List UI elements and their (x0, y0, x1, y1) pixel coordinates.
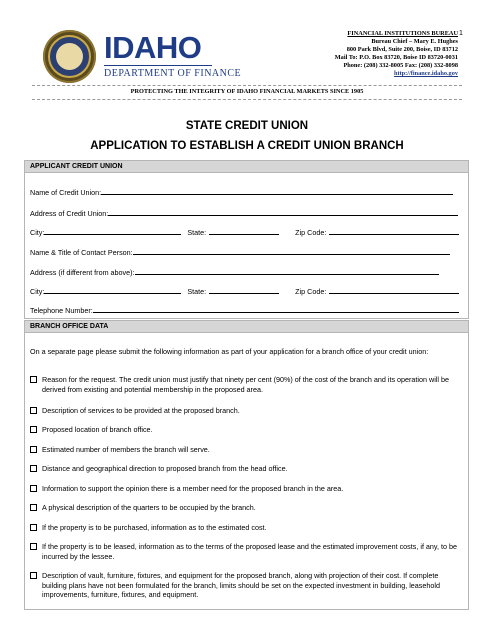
branch-header: BRANCH OFFICE DATA (25, 321, 468, 333)
checkbox[interactable] (30, 407, 37, 414)
motto-divider (32, 99, 462, 100)
state-label: State: (187, 228, 207, 237)
contact-field[interactable] (133, 247, 450, 255)
zip-label: Zip Code: (295, 228, 327, 237)
city2-row (30, 286, 459, 296)
phone-label: Telephone Number: (30, 306, 93, 315)
header-divider (32, 85, 462, 86)
contact-row (30, 247, 450, 257)
state2-label: State: (187, 287, 207, 296)
address-field[interactable] (108, 208, 458, 216)
state2-field[interactable] (209, 286, 279, 294)
list-item: Description of services to be provided at the proposed branch. (30, 406, 462, 416)
phone-field[interactable] (93, 305, 459, 313)
list-item: A physical description of the quarters to be occupied by the branch. (30, 503, 462, 513)
contact-label: Name & Title of Contact Person: (30, 248, 133, 257)
website-link[interactable]: http://finance.idaho.gov (393, 70, 458, 78)
city2-label: City: (30, 287, 45, 296)
bureau-name: FINANCIAL INSTITUTIONS BUREAU (347, 30, 458, 37)
checkbox[interactable] (30, 446, 37, 453)
zip-field[interactable] (329, 227, 459, 235)
branch-intro: On a separate page please submit the following information as part of your application for a branch office of your credit union: (30, 347, 429, 356)
name-row (30, 187, 453, 197)
list-item: If the property is to be leased, information as to the terms of the proposed lease and the estimated improvement costs, if any, to be incurred by the lessee. (30, 542, 462, 561)
branch-section (24, 320, 469, 610)
contact-block (238, 30, 458, 79)
applicant-header: APPLICANT CREDIT UNION (25, 161, 468, 173)
checkbox[interactable] (30, 465, 37, 472)
address2-row (30, 267, 439, 277)
list-item: Proposed location of branch office. (30, 425, 462, 435)
list-item: Distance and geographical direction to proposed branch from the head office. (30, 464, 462, 474)
phone-fax: Phone: (208) 332-8005 Fax: (208) 332-8098 (343, 62, 458, 70)
address2-field[interactable] (135, 267, 439, 275)
state-seal-logo (43, 30, 96, 83)
address-row (30, 208, 458, 218)
list-item: Reason for the request. The credit union must justify that ninety per cent (90%) of the cost of the branch and its operation will be derived from existing and potential membership in the proposed area. (30, 375, 462, 394)
seal-center (56, 43, 83, 70)
logo-subtitle: DEPARTMENT OF FINANCE (104, 68, 242, 79)
checkbox[interactable] (30, 426, 37, 433)
bureau-chief: Bureau Chief – Mary E. Hughes (371, 38, 458, 46)
name-label: Name of Credit Union: (30, 188, 102, 197)
motto: PROTECTING THE INTEGRITY OF IDAHO FINANCIAL MARKETS SINCE 1905 (130, 88, 364, 95)
page-number: 1 (459, 30, 463, 37)
street-address: 800 Park Blvd, Suite 200, Boise, ID 83712 (346, 46, 458, 54)
zip2-label: Zip Code: (295, 287, 327, 296)
city-label: City: (30, 228, 45, 237)
logo-divider (104, 65, 212, 66)
list-item: Estimated number of members the branch will serve. (30, 445, 462, 455)
list-item: If the property is to be purchased, information as to the estimated cost. (30, 523, 462, 533)
city2-field[interactable] (44, 286, 181, 294)
form-subtitle: APPLICATION TO ESTABLISH A CREDIT UNION BRANCH (90, 140, 404, 152)
mail-address: Mail To: P.O. Box 83720, Boise ID 83720-0031 (334, 54, 458, 62)
city-field[interactable] (44, 227, 181, 235)
state-field[interactable] (209, 227, 279, 235)
address-label: Address of Credit Union: (30, 209, 109, 218)
zip2-field[interactable] (329, 286, 459, 294)
logo-wordmark: IDAHO (104, 30, 202, 65)
checkbox[interactable] (30, 543, 37, 550)
applicant-section (24, 160, 469, 319)
checkbox[interactable] (30, 524, 37, 531)
list-item: Information to support the opinion there is a member need for the proposed branch in the area. (30, 484, 462, 494)
form-title: STATE CREDIT UNION (185, 120, 309, 132)
address2-label: Address (if different from above): (30, 268, 135, 277)
checkbox[interactable] (30, 485, 37, 492)
city-row (30, 227, 459, 237)
checkbox[interactable] (30, 504, 37, 511)
list-item: Description of vault, furniture, fixtures, and equipment for the proposed branch, along with projection of their cost. If complete building plans have not been formulated for the branch, limits should be set on the expected investment in building, leasehold improvements, furniture, fixtures, and equipment. (30, 571, 462, 600)
checkbox[interactable] (30, 572, 37, 579)
checkbox[interactable] (30, 376, 37, 383)
phone-row (30, 305, 459, 315)
name-field[interactable] (101, 187, 453, 195)
